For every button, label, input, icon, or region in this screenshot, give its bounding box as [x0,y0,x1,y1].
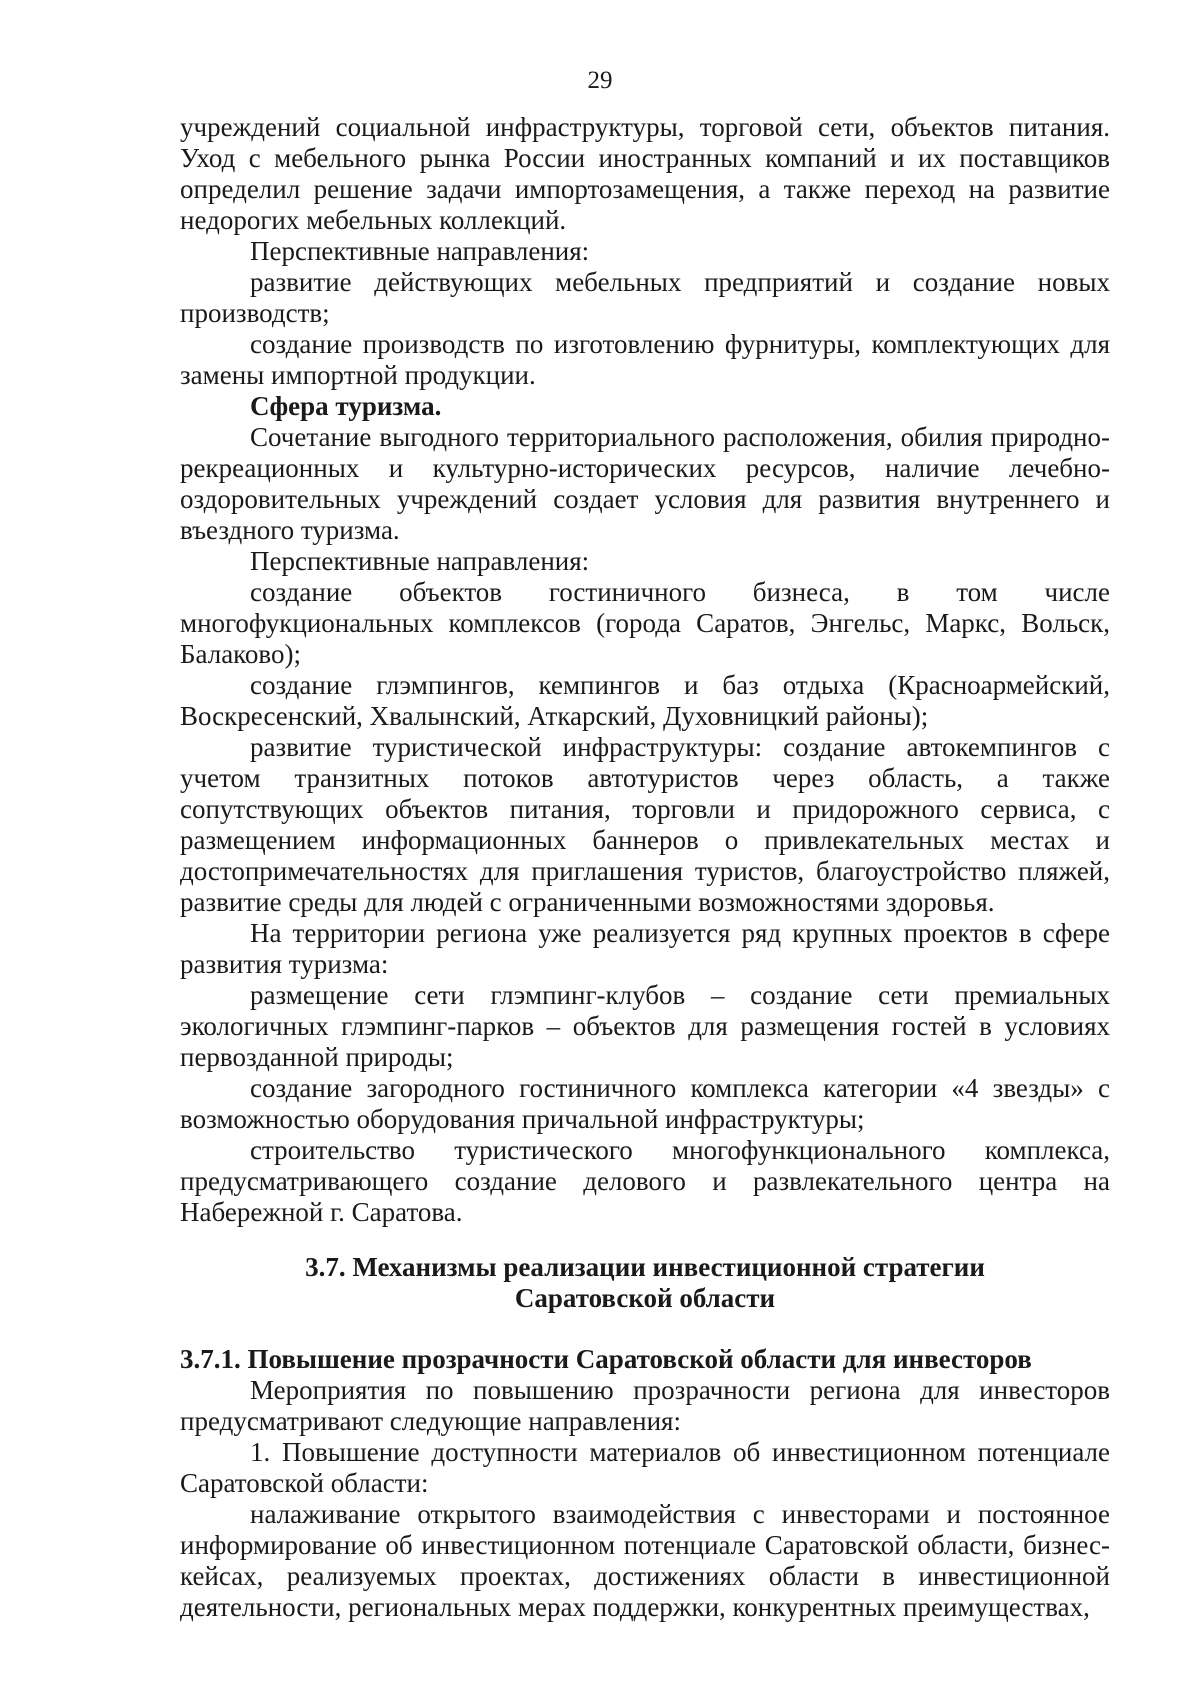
list-item: создание производств по изготовлению фурнитуры, комплектующих для замены импортной продукции. [180,329,1110,390]
list-item: развитие действующих мебельных предприятий и создание новых производств; [180,267,1110,328]
document-body [180,112,1110,1623]
paragraph: Перспективные направления: [250,236,590,266]
list-item: создание глэмпингов, кемпингов и баз отдыха (Красноармейский, Воскресенский, Хвалынский, Аткарский, Духовницкий районы); [180,670,1110,731]
paragraph: Мероприятия по повышению прозрачности региона для инвесторов предусматривают следующие направления: [180,1375,1110,1436]
paragraph: учреждений социальной инфраструктуры, торговой сети, объектов питания. Уход с мебельного рынка России иностранных компаний и их поставщиков определил решение задачи импортозамещения, а также переход на развитие недорогих мебельных коллекций. [180,112,1110,235]
list-item: размещение сети глэмпинг-клубов – создание сети премиальных экологичных глэмпинг-парков – объектов для размещения гостей в условиях первозданной природы; [180,980,1110,1072]
list-item: строительство туристического многофункционального комплекса, предусматривающего создание делового и развлекательного центра на Набережной г. Саратова. [180,1135,1110,1227]
section-heading-line2: Саратовской области [514,1283,776,1313]
list-item: создание объектов гостиничного бизнеса, в том числе многофукциональных комплексов (города Саратов, Энгельс, Маркс, Вольск, Балаково); [180,577,1110,669]
section-heading [180,1252,1110,1314]
paragraph: 1. Повышение доступности материалов об инвестиционном потенциале Саратовской области: [180,1437,1110,1498]
paragraph: Сочетание выгодного территориального расположения, обилия природно-рекреационных и культурно-исторических ресурсов, наличие лечебно-оздоровительных учреждений создает условия для развития внутреннего и въездного туризма. [180,422,1110,545]
list-item: создание загородного гостиничного комплекса категории «4 звезды» с возможностью оборудования причальной инфраструктуры; [180,1073,1110,1134]
page-number: 29 [587,67,613,94]
list-item: развитие туристической инфраструктуры: создание автокемпингов с учетом транзитных потоков автотуристов через область, а также сопутствующих объектов питания, торговли и придорожного сервиса, с размещением информационных баннеров о привлекательных местах и достопримечательностях для приглашения туристов, благоустройство пляжей, развитие среды для людей с ограниченными возможностями здоровья. [180,732,1110,917]
paragraph: На территории региона уже реализуется ряд крупных проектов в сфере развития туризма: [180,918,1110,979]
subsection-heading: 3.7.1. Повышение прозрачности Саратовской области для инвесторов [180,1344,1032,1374]
paragraph: Перспективные направления: [250,546,590,576]
section-label: Сфера туризма. [250,391,442,421]
section-heading-line1: 3.7. Механизмы реализации инвестиционной стратегии [305,1252,985,1282]
list-item: налаживание открытого взаимодействия с инвесторами и постоянное информирование об инвестиционном потенциале Саратовской области, бизнес-кейсах, реализуемых проектах, достижениях области в инвестиционной деятельности, региональных мерах поддержки, конкурентных преимуществах, [180,1499,1110,1622]
